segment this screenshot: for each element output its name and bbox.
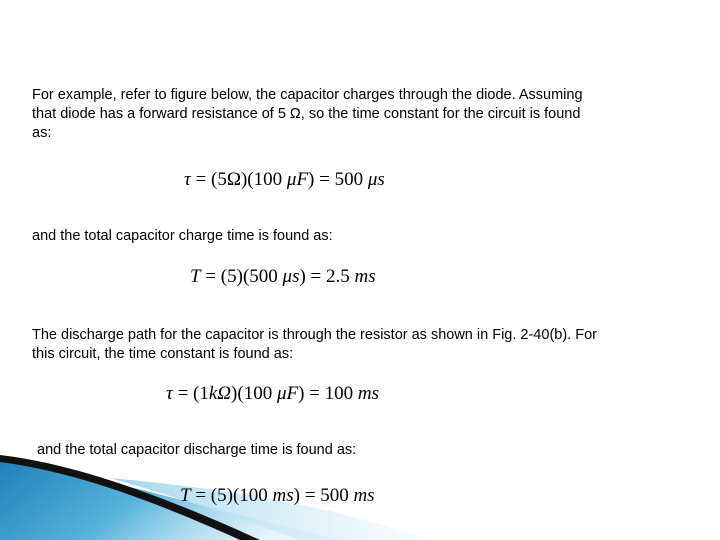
intro-line-3: as: <box>32 125 52 141</box>
eq2-part-b: ) = 2.5 <box>299 266 350 287</box>
eq4-part-a: = (5)(100 <box>195 485 268 506</box>
equation-time-constant-charge <box>184 169 385 191</box>
eq2-part-a: = (5)(500 <box>205 266 278 287</box>
eq3-lhs: τ <box>166 383 173 404</box>
eq1-unit-b-prefix: μ <box>286 169 297 190</box>
eq3-unit-b-prefix: μ <box>276 383 287 404</box>
charge-time-text: and the total capacitor charge time is found as: <box>32 228 333 244</box>
equation-discharge-time <box>180 485 375 507</box>
eq4-part-b: ) = 500 <box>293 485 349 506</box>
discharge-line-2: this circuit, the time constant is found as: <box>32 346 294 362</box>
eq2-lhs: T <box>190 266 201 287</box>
eq1-lhs: τ <box>184 169 191 190</box>
equation-time-constant-discharge <box>166 383 379 405</box>
eq1-unit-b: F <box>296 169 309 190</box>
eq1-part-c: ) = 500 <box>308 169 364 190</box>
eq1-part-b: )(100 <box>240 169 283 190</box>
eq2-unit-a: μs <box>282 266 300 287</box>
eq3-unit-a: kΩ <box>208 383 232 404</box>
eq3-unit-b: F <box>286 383 299 404</box>
eq2-unit-b: ms <box>354 266 376 287</box>
eq4-lhs: T <box>180 485 191 506</box>
eq3-part-b: )(100 <box>231 383 273 404</box>
eq3-part-c: ) = 100 <box>298 383 354 404</box>
eq1-part-a: = (5 <box>195 169 227 190</box>
eq1-unit-a: Ω <box>226 169 241 190</box>
eq3-unit-c: ms <box>357 383 380 404</box>
discharge-time-text: and the total capacitor discharge time is found as: <box>37 442 357 458</box>
discharge-line-1: The discharge path for the capacitor is through the resistor as shown in Fig. 2-40(b). For <box>32 327 597 343</box>
intro-line-1: For example, refer to figure below, the capacitor charges through the diode. Assuming <box>32 87 583 103</box>
eq4-unit-a: ms <box>272 485 294 506</box>
eq4-unit-b: ms <box>353 485 375 506</box>
intro-line-2: that diode has a forward resistance of 5 Ω, so the time constant for the circuit is found <box>32 106 581 122</box>
equation-charge-time <box>190 266 376 288</box>
eq1-unit-c: μs <box>367 169 385 190</box>
eq3-part-a: = (1 <box>177 383 209 404</box>
